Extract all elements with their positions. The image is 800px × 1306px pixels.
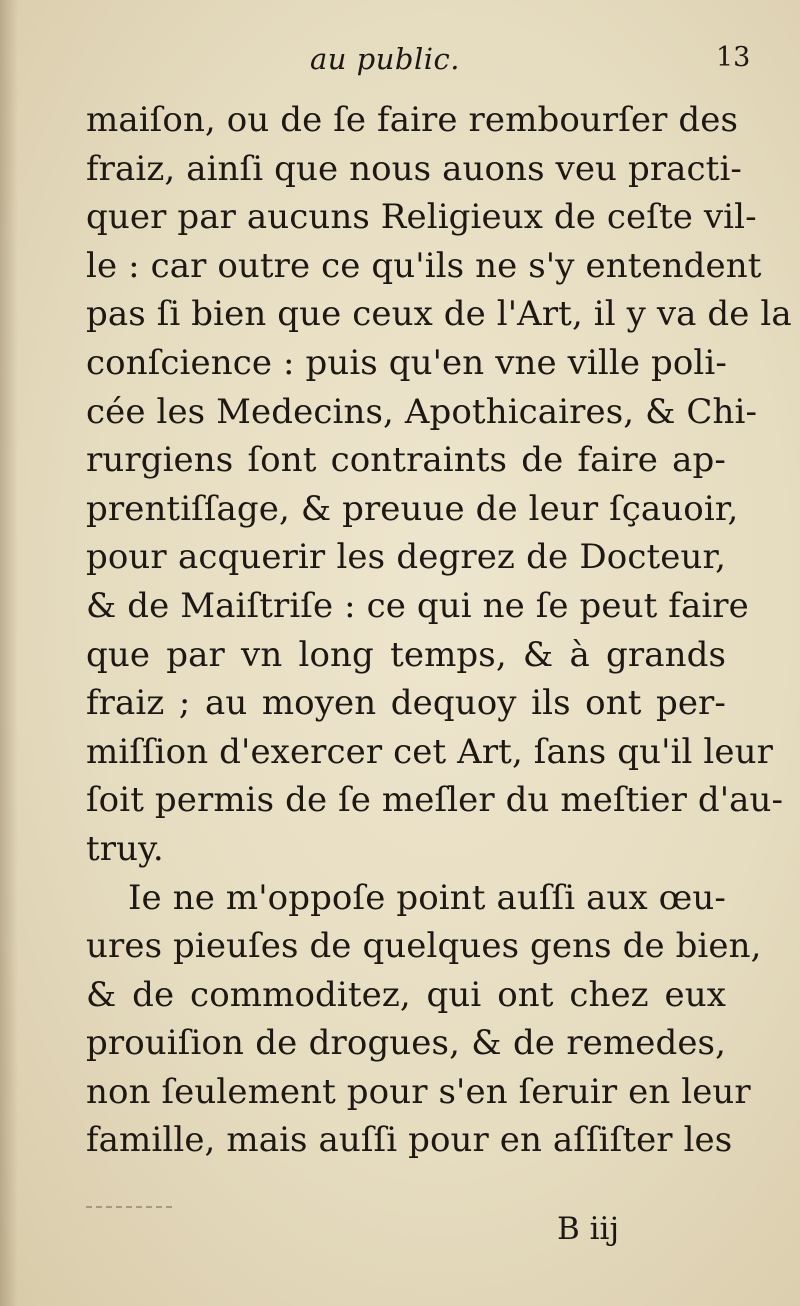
text-line: & de Maiſtriſe : ce qui ne ſe peut faire bbox=[86, 585, 749, 626]
page-header bbox=[0, 42, 800, 86]
running-title: au public. bbox=[310, 42, 460, 76]
text-line: le : car outre ce qu'ils ne s'y entendent bbox=[86, 245, 762, 286]
text-line: fraiz, ainſi que nous auons veu practi- bbox=[86, 148, 743, 189]
text-line: que par vn long temps, & à grands bbox=[86, 634, 726, 675]
text-line: pour acquerir les degrez de Docteur, bbox=[86, 537, 726, 578]
text-line: non ſeulement pour s'en ſeruir en leur bbox=[86, 1071, 751, 1112]
text-line: ures pieuſes de quelques gens de bien, bbox=[86, 926, 762, 967]
text-line: maiſon, ou de ſe faire rembourſer des bbox=[86, 100, 739, 140]
text-line: prouiſion de drogues, & de remedes, bbox=[86, 1023, 726, 1064]
text-line: miſſion d'exercer cet Art, ſans qu'il leur bbox=[86, 731, 773, 772]
text-line: rurgiens ſont contraints de faire ap- bbox=[86, 440, 726, 481]
text-line: conſcience : puis qu'en vne ville poli- bbox=[86, 342, 727, 383]
signature-mark: B iij bbox=[557, 1211, 620, 1247]
paragraph-end-line: truy. bbox=[86, 828, 164, 869]
text-line: pas ſi bien que ceux de l'Art, il y va de la bbox=[86, 294, 792, 335]
text-line: prentiſſage, & preuue de leur ſçauoir, bbox=[86, 488, 739, 529]
ink-smudge bbox=[86, 1206, 172, 1211]
text-line: famille, mais auſſi pour en aſſiſter les bbox=[86, 1120, 733, 1161]
text-block bbox=[86, 96, 792, 1165]
page-edge-shadow bbox=[0, 0, 18, 1306]
text-line: ſoit permis de ſe meſler du meſtier d'au- bbox=[86, 780, 784, 821]
paragraph-start-line: Ie ne m'oppoſe point auſſi aux œu- bbox=[128, 877, 726, 918]
text-line: cée les Medecins, Apothicaires, & Chi- bbox=[86, 391, 758, 432]
page-number: 13 bbox=[716, 42, 751, 73]
text-line: fraiz ; au moyen dequoy ils ont per- bbox=[86, 683, 726, 724]
text-line: quer par aucuns Religieux de ceſte vil- bbox=[86, 197, 757, 238]
text-line: & de commoditez, qui ont chez eux bbox=[86, 974, 726, 1015]
